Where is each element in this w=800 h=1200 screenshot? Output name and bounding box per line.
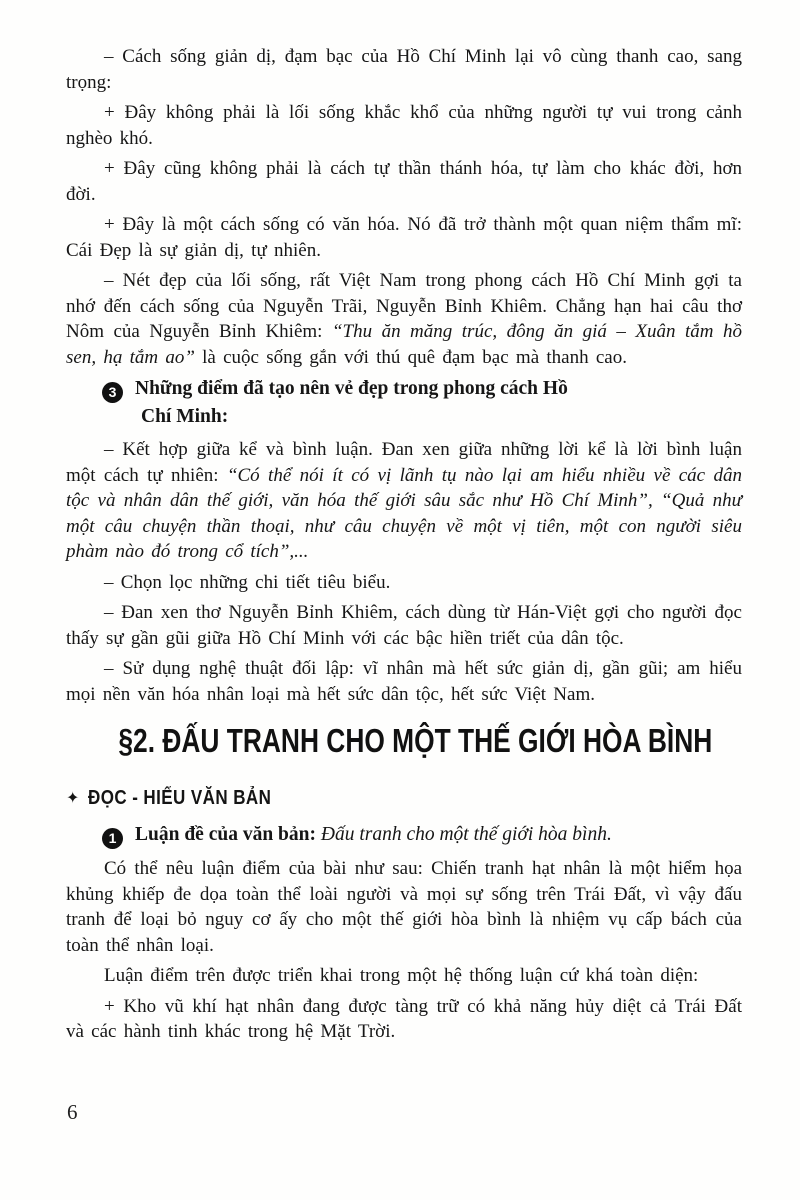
text-column: [66, 44, 742, 1050]
paragraph-2-text: + Đây không phải là lối sống khắc khổ của những người tự vui trong cảnh nghèo khó.: [66, 102, 742, 149]
circle-number-1-icon: 1: [102, 828, 123, 849]
section-heading-text: §2. ĐẤU TRANH CHO MỘT THẾ GIỚI HÒA BÌNH: [118, 721, 713, 760]
paragraph-3-text: + Đây cũng không phải là cách tự thần thánh hóa, tự làm cho khác đời, hơn đời.: [66, 158, 742, 205]
paragraph-7: [66, 570, 742, 596]
paragraph-5: [66, 268, 742, 370]
paragraph-8-text: – Đan xen thơ Nguyễn Bỉnh Khiêm, cách dùng từ Hán-Việt gợi cho người đọc thấy sự gần gũi giữa Hồ Chí Minh với các bậc hiền triết của dân tộc.: [66, 602, 742, 649]
paragraph-11: [66, 963, 742, 989]
quoted-poem-text: “Thu ăn măng trúc, đông ăn giá – Xuân tắm hồ sen, hạ tắm ao”: [66, 321, 742, 368]
paragraph-9: [66, 656, 742, 707]
paragraph-1: [66, 44, 742, 95]
reading-section-label-text: ĐỌC - HIỂU VĂN BẢN: [88, 787, 272, 809]
section-heading: [66, 723, 742, 759]
numbered-heading-3: [66, 375, 586, 430]
paragraph-4: [66, 212, 742, 263]
paragraph-12-text: + Kho vũ khí hạt nhân đang được tàng trữ có khả năng hủy diệt cả Trái Đất và các hành tinh khác trong hệ Mặt Trời.: [66, 995, 742, 1042]
numbered-heading-1-label: Luận đề của văn bản:: [135, 824, 316, 845]
circle-number-3-icon: 3: [102, 382, 123, 403]
paragraph-6: [66, 437, 742, 565]
paragraph-10: [66, 856, 742, 958]
paragraph-8: [66, 600, 742, 651]
paragraph-5-tail: là cuộc sống gắn với thú quê đạm bạc mà thanh cao.: [194, 346, 627, 368]
paragraph-2: [66, 100, 742, 151]
reading-section-label: [66, 785, 742, 811]
page-number: 6: [67, 1100, 78, 1124]
quoted-commentary-text: “Có thể nói ít có vị lãnh tụ nào lại am hiểu nhiều về các dân tộc và nhân dân thế giới, văn hóa thế giới sâu sắc như Hồ Chí Minh”, “Quả như một câu chuyện thần thoại, như câu chuyện về một vị tiên, một con người siêu phàm nào đó trong cổ tích”,...: [66, 464, 742, 562]
paragraph-3: [66, 156, 742, 207]
essay-topic-text: Đấu tranh cho một thế giới hòa bình.: [315, 824, 612, 845]
paragraph-12: [66, 994, 742, 1045]
paragraph-7-text: – Chọn lọc những chi tiết tiêu biểu.: [104, 571, 391, 593]
paragraph-9-text: – Sử dụng nghệ thuật đối lập: vĩ nhân mà hết sức giản dị, gần gũi; am hiểu mọi nền văn hóa nhân loại mà hết sức dân tộc, hết sức Việt Nam.: [66, 658, 742, 705]
paragraph-10-text: Có thể nêu luận điểm của bài như sau: Chiến tranh hạt nhân là một hiểm họa khủng khiếp đe dọa toàn thể loài người và mọi sự sống trên Trái Đất, vì vậy đấu tranh để loại bỏ nguy cơ ấy cho một thế giới hòa bình là nhiệm vụ cấp bách của toàn thể nhân loại.: [66, 858, 742, 956]
paragraph-6-text: – Kết hợp giữa kể và bình luận. Đan xen giữa những lời kể là lời bình luận một cách tự nhiên:: [66, 439, 742, 486]
numbered-heading-1: [66, 821, 742, 849]
paragraph-1-text: – Cách sống giản dị, đạm bạc của Hồ Chí Minh lại vô cùng thanh cao, sang trọng:: [66, 46, 742, 93]
paragraph-11-text: Luận điểm trên được triển khai trong một hệ thống luận cứ khá toàn diện:: [104, 965, 699, 986]
numbered-heading-3-text: Những điểm đã tạo nên vẻ đẹp trong phong cách Hồ Chí Minh:: [135, 378, 568, 427]
paragraph-5-text: – Nét đẹp của lối sống, rất Việt Nam trong phong cách Hồ Chí Minh gợi ta nhớ đến cách sống của Nguyễn Trãi, Nguyễn Bỉnh Khiêm. Chẳng hạn hai câu thơ Nôm của Nguyễn Bỉnh Khiêm:: [66, 270, 742, 342]
four-pointed-star-icon: ✦: [66, 788, 80, 807]
paragraph-4-text: + Đây là một cách sống có văn hóa. Nó đã trở thành một quan niệm thẩm mĩ: Cái Đẹp là sự giản dị, tự nhiên.: [66, 214, 742, 261]
